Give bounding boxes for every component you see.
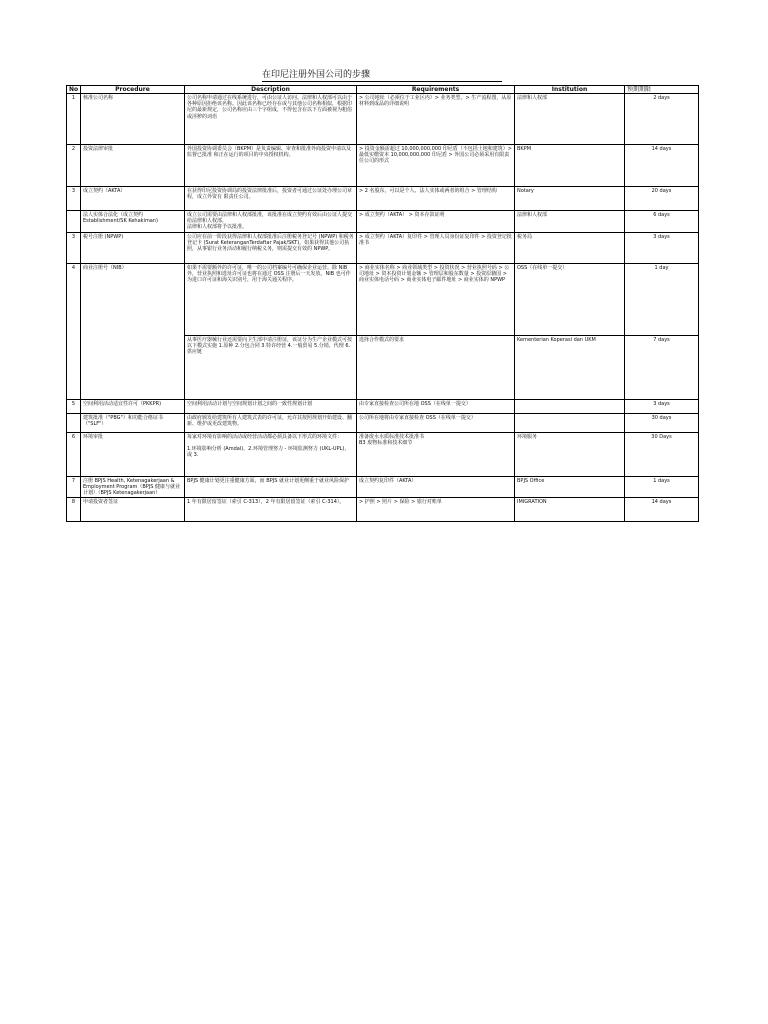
steps-table	[66, 85, 699, 522]
header-requirements: Requirements	[357, 86, 515, 94]
row-description: 1 年有限居留签证（索引 C-313），2 年有限居留签证（索引 C-314）。	[185, 498, 357, 522]
row-institution: 法律和人权部	[515, 94, 625, 145]
row-institution: IMIGRATION	[515, 498, 625, 522]
row-description	[185, 432, 357, 476]
row-institution: 法律和人权部	[515, 211, 625, 233]
row-no	[67, 211, 81, 233]
row-procedure: 空间利用活动适宜性许可（PKKPR)	[81, 399, 185, 413]
header-institution: Institution	[515, 86, 625, 94]
row-institution	[515, 413, 625, 432]
row-procedure: 投资法律审批	[81, 145, 185, 187]
row-description	[185, 211, 357, 233]
table-row	[67, 476, 699, 498]
row-requirements: > 2 名股东，可以是个人、法人实体或两者的组合 > 管理结构	[357, 187, 515, 211]
row-requirements: > 成立契约（AKTA）复印件 > 管理人员身份证复印件 > 投资登记批准书	[357, 232, 515, 263]
row-description: BPJS 健康计划更注重健康方面，而 BPJS 就业计划更侧重于就业风险保护	[185, 476, 357, 498]
page-title: 在印尼注册外国公司的步骤	[262, 67, 502, 82]
row-no: 8	[67, 498, 81, 522]
row-requirements: > 护照 > 照片 > 保险 > 银行对账单	[357, 498, 515, 522]
row-no: 7	[67, 476, 81, 498]
header-eta: 预期期限	[625, 86, 699, 94]
row-no: 2	[67, 145, 81, 187]
row-requirements: > 投资金额需超过 10,000,000,000 印尼盾（不包括土地和建筑）> 最低实缴资本 10,000,000,000 印尼盾 > 外国公司必须采用有限责任公司的形式	[357, 145, 515, 187]
row-description-note: 成立公司需要由法律和人权部批准，该批准在成立契约有效后由公证人提交给法律和人权部，	[187, 212, 353, 225]
row-description-extra: 从事医疗器械行业还需要向卫生部申请注册证，该证分为生产企业模式可按以下模式实施 1.原种 2.分包合同 3.特许经营 4.一般贸易 5.分销、代理 6.供应链	[185, 335, 357, 399]
row-procedure: 环境审批	[81, 432, 185, 476]
table-row	[67, 263, 699, 335]
row-description: 空间利用活动计划与空间规划计划之间的一致性规划计划	[185, 399, 357, 413]
row-eta: 20 days	[625, 187, 699, 211]
row-institution: 环境服务	[515, 432, 625, 476]
row-eta: 30 days	[625, 413, 699, 432]
row-eta: 1 day	[625, 263, 699, 335]
row-eta: 30 Days	[625, 432, 699, 476]
row-procedure: 核准公司名称	[81, 94, 185, 145]
row-procedure: 申请投资者签证	[81, 498, 185, 522]
header-description: Description	[185, 86, 357, 94]
table-row	[67, 413, 699, 432]
table-row	[67, 211, 699, 233]
row-eta: 3 days	[625, 399, 699, 413]
row-eta-extra: 7 days	[625, 335, 699, 399]
table-row	[67, 498, 699, 522]
row-description: 在获得印尼投资协调局的投资法律批准后，投资者可通过公证处办理公司章程，成立外资有 限责任公司。	[185, 187, 357, 211]
row-requirements: > 成立契约（AKTA） > 资本存款证明	[357, 211, 515, 233]
row-institution: Notary	[515, 187, 625, 211]
table-row	[67, 94, 699, 145]
row-institution: 税务局	[515, 232, 625, 263]
row-requirements-extra: B3 废物标准和技术细节	[359, 439, 413, 446]
row-description: 如果不需要额外的许可证，唯一的公司档案编号可确保企业运营。除 NIB 外，营业执照和选址许可证也将在通过 OSS 注册后一天发放。NIB 也可作为进口许可证和海关识别号，用于海关通关程序。	[185, 263, 357, 335]
row-requirements: 由专家直接检查公司所在地 OSS（在线单一提交）	[357, 399, 515, 413]
table-row	[67, 232, 699, 263]
row-description: 外国投资协调委员会（BKPM）是负责编辑、审查和批准外商投资申请以及监督已批准 和正在运行的项目的中央授权机构。	[185, 145, 357, 187]
row-eta: 3 days	[625, 232, 699, 263]
row-institution	[515, 399, 625, 413]
row-requirements	[357, 432, 515, 476]
row-requirements: > 商业实体名称 > 商业领域类型 > 投资状况 > 营业执照号码 > 公司地址 > 资本投资计划金额 > 管理层和股东数量 > 投资原籍国 > 商业实体电话号码 > 商业实体电子邮件地址 > 商业实体的 NPWP	[357, 263, 515, 335]
row-description: 公司应在前一阶段获得法律和人权部批准后注册税务登记号 (NPWP) 和税务登记卡 (Surat KeteranganTerdaftar Pajak/SKT)。如果获得其他公司执照，从事银行业务活动和履行纳税义务，则需提交有效的 NPWP。	[185, 232, 357, 263]
table-header-row	[67, 86, 699, 94]
row-procedure: 成立契约（AKTA）	[81, 187, 185, 211]
header-no: No	[67, 86, 81, 94]
header-procedure: Procedure	[81, 86, 185, 94]
row-requirements-main: 准备废水水质标准技术批准书	[359, 433, 425, 440]
row-description: 公司名称申请通过在线系统进行，可由公证人访问。法律和人权部可以由于各种原因拒绝该名称。因此该名称已经存在或与其他公司名称相似，根据印尼的最新规定，公司名称应由三个字组成，不得包含在以下方面被视为粗俗或淫秽的词语	[185, 94, 357, 145]
row-procedure: 注册 BPJS Health, Ketenagakerjaan & Employment Program（BPJS 健康与就业计划）（BPJS Ketenagakerjaan）	[81, 476, 185, 498]
table-row	[67, 145, 699, 187]
row-eta: 1 days	[625, 476, 699, 498]
row-no: 3	[67, 187, 81, 211]
row-procedure: 税号注册 (NPWP)	[81, 232, 185, 263]
row-eta: 14 days	[625, 145, 699, 187]
row-procedure: 商业注册号（NIB）	[81, 263, 185, 399]
row-no: 5	[67, 399, 81, 413]
row-requirements-extra: 选择合作模式的要求	[357, 335, 515, 399]
row-eta: 14 days	[625, 498, 699, 522]
row-no: 6	[67, 432, 81, 476]
row-institution: OSS（在线单一提交）	[515, 263, 625, 335]
row-requirements: > 公司地址（必须位于工业区内）> 业务类型。> 生产流程图，从原材料到成品的详细说明	[357, 94, 515, 145]
row-institution: BPJS Office	[515, 476, 625, 498]
row-description-main: 法律和人权部将予以批准。	[187, 224, 248, 231]
row-description-list: 1.环境影响分析 (Amdal)、2.环境管理努力 - 环境监测努力 (UKL-UPL)，或 3.	[187, 445, 350, 459]
row-institution-extra: Kementerian Koperasi dan UKM	[515, 335, 625, 399]
row-procedure: 法人实体合法化（成立契约 Establishment/SK Kehakiman)	[81, 211, 185, 233]
row-requirements: 成立契约复印件（AKTA）	[357, 476, 515, 498]
row-eta: 6 days	[625, 211, 699, 233]
row-description-main: 每家对环境有影响的活动或经营活动都必须具备以下形式的环境文件：	[187, 433, 343, 440]
row-no: 4	[67, 263, 81, 399]
row-no	[67, 413, 81, 432]
row-no: 3	[67, 232, 81, 263]
row-description: 由政府颁发给建筑所有人建筑式表的许可证，允许其按照规划开始建设、翻新、维护或更改建筑物。	[185, 413, 357, 432]
row-eta: 2 days	[625, 94, 699, 145]
table-row	[67, 187, 699, 211]
row-requirements: 公司所在地将由专家直接检查 OSS（在线单一提交）	[357, 413, 515, 432]
row-procedure: 建筑批准（"PBG"）和功能合格证书（"SLF"）	[81, 413, 185, 432]
row-institution: BKPM	[515, 145, 625, 187]
row-no: 1	[67, 94, 81, 145]
table-row	[67, 432, 699, 476]
table-row	[67, 399, 699, 413]
